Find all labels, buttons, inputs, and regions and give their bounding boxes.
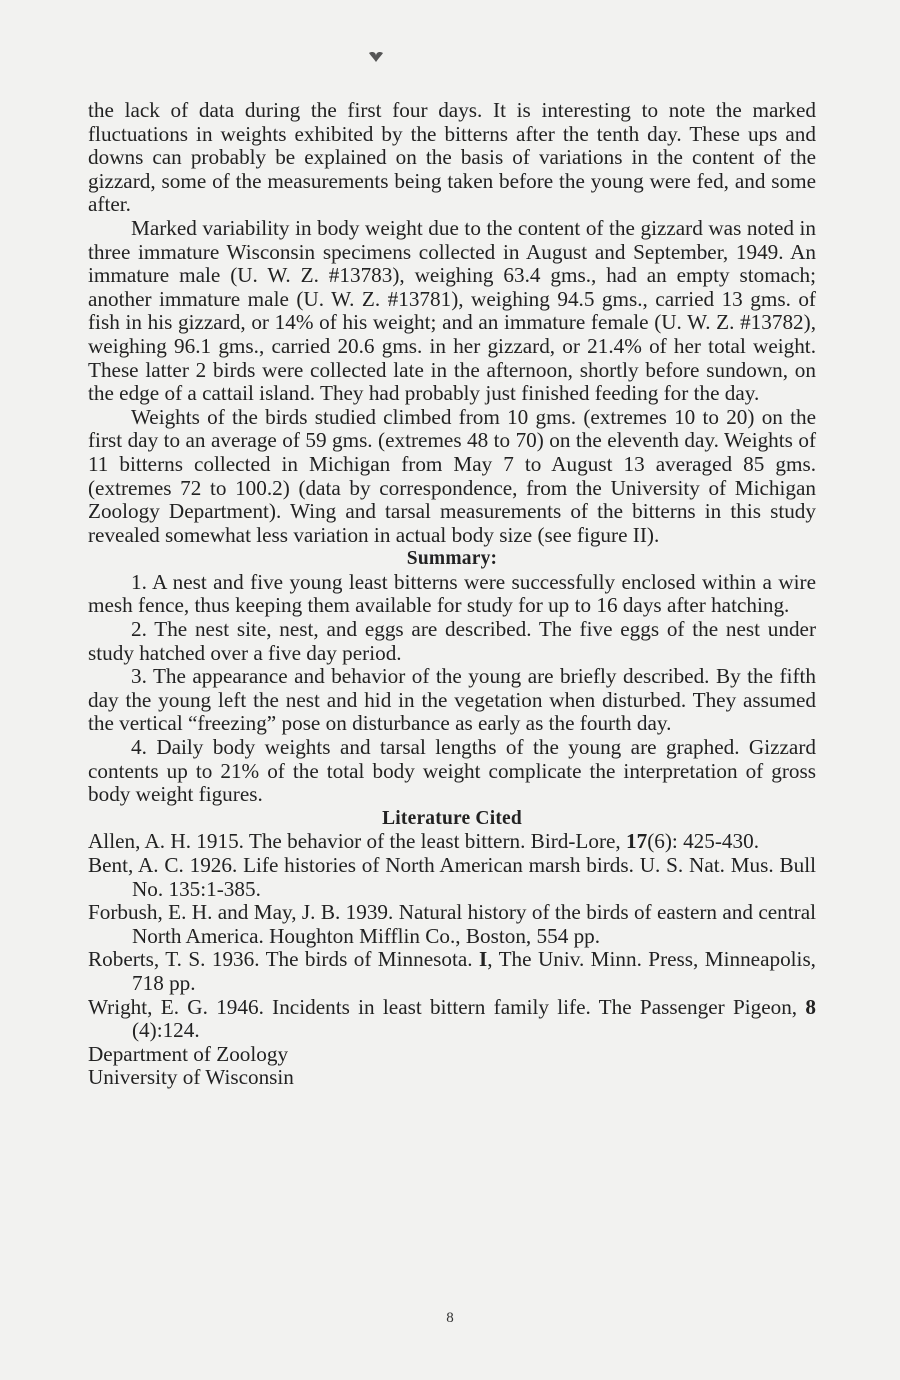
body-text [88, 99, 816, 1090]
printer-ornament-icon [367, 50, 385, 64]
reference-entry: Forbush, E. H. and May, J. B. 1939. Natural history of the birds of eastern and central North America. Houghton Mifflin Co., Boston, 554 pp. [88, 900, 816, 948]
summary-item: 1. A nest and five young least bitterns were successfully enclosed within a wire mesh fence, thus keeping them available for study for up to 16 days after hatching. [88, 569, 816, 618]
summary-item: 2. The nest site, nest, and eggs are described. The five eggs of the nest under study hatched over a five day period. [88, 617, 816, 665]
reference-entry: Allen, A. H. 1915. The behavior of the least bittern. Bird-Lore, 17(6): 425-430. [88, 829, 759, 854]
affiliation-department: Department of Zoology [88, 1041, 289, 1066]
paragraph-gizzard-fluctuations: the lack of data during the first four days. It is interesting to note the marked fluctuations in weights exhibited by the bitterns after the tenth day. These ups and downs can probably be explained on the basis of variations in the content of the gizzard, some of the measurements being taken before the young were fed, and some after. [88, 98, 816, 217]
literature-cited-heading: Literature Cited [382, 807, 522, 829]
affiliation-university: University of Wisconsin [88, 1065, 294, 1090]
page-number: 8 [446, 1310, 454, 1326]
summary-item: 3. The appearance and behavior of the young are briefly described. By the fifth day the young left the nest and hid in the vegetation when disturbed. They assumed the vertical “freezing” pose on disturbance as early as the fourth day. [88, 664, 816, 736]
summary-heading: Summary: [406, 548, 498, 570]
reference-entry: Roberts, T. S. 1936. The birds of Minnesota. I, The Univ. Minn. Press, Minneapolis, 718 pp. [88, 947, 816, 995]
paragraph-body-weight-variability: Marked variability in body weight due to the content of the gizzard was noted in three immature Wisconsin specimens collected in August and September, 1949. An immature male (U. W. Z. #13783), weighing 63.4 gms., had an empty stomach; another immature male (U. W. Z. #13781), weighing 94.5 gms., carried 13 gms. of fish in his gizzard, or 14% of his weight; and an immature female (U. W. Z. #13782), weighing 96.1 gms., carried 20.6 gms. in her gizzard, or 21.4% of her total weight. These latter 2 birds were collected late in the afternoon, shortly before sundown, on the edge of a cattail island. They had probably just finished feeding for the day. [88, 215, 816, 406]
paragraph-weights-climbed: Weights of the birds studied climbed from 10 gms. (extremes 10 to 20) on the first day to an average of 59 gms. (extremes 48 to 70) on the eleventh day. Weights of 11 bitterns collected in Michigan from May 7 to August 13 averaged 85 gms. (extremes 72 to 100.2) (data by correspondence, from the University of Michigan Zoology Department). Wing and tarsal measurements of the bitterns in this study revealed somewhat less variation in actual body size (see figure II). [88, 404, 816, 547]
reference-entry: Bent, A. C. 1926. Life histories of North American marsh birds. U. S. Nat. Mus. Bull No. 135:1-385. [88, 853, 816, 901]
summary-item: 4. Daily body weights and tarsal lengths of the young are graphed. Gizzard contents up to 21% of the total body weight complicate the interpretation of gross body weight figures. [88, 735, 816, 807]
reference-entry: Wright, E. G. 1946. Incidents in least bittern family life. The Passenger Pigeon, 8 (4):124. [88, 994, 816, 1043]
